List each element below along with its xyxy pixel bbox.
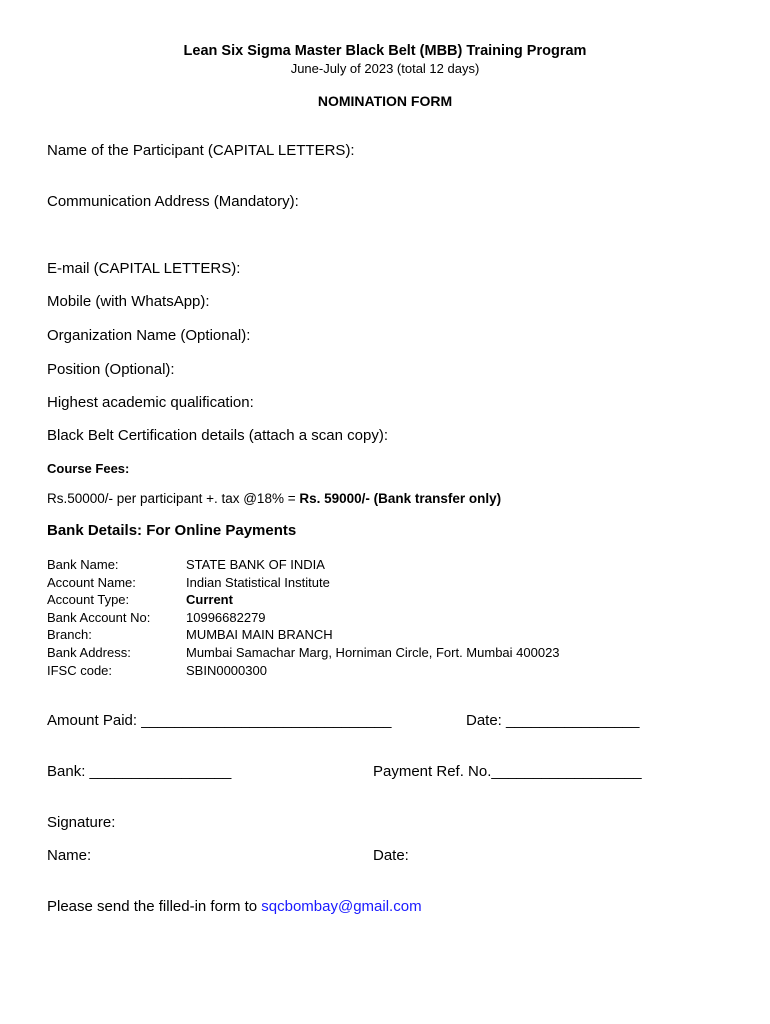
name-label: Name: bbox=[47, 847, 92, 864]
course-fees-heading: Course Fees: bbox=[47, 461, 130, 476]
table-row bbox=[47, 556, 560, 574]
contact-email-link[interactable]: sqcbombay@gmail.com bbox=[261, 898, 422, 915]
certification-label: Black Belt Certification details (attach a scan copy): bbox=[47, 427, 388, 444]
bank-address-value: Mumbai Samachar Marg, Horniman Circle, Fort. Mumbai 400023 bbox=[186, 644, 560, 660]
account-type-value: Current bbox=[186, 592, 233, 608]
form-title: NOMINATION FORM bbox=[317, 93, 453, 109]
signoff-date-label: Date: bbox=[373, 847, 409, 864]
page-title: Lean Six Sigma Master Black Belt (MBB) Training Program bbox=[183, 43, 587, 59]
table-row bbox=[47, 644, 560, 662]
qualification-label: Highest academic qualification: bbox=[47, 394, 254, 411]
bank-name-label: Bank Name: bbox=[47, 557, 119, 572]
organization-label: Organization Name (Optional): bbox=[47, 327, 251, 344]
participant-name-label: Name of the Participant (CAPITAL LETTERS): bbox=[47, 142, 355, 159]
table-row bbox=[47, 591, 560, 609]
bank-name-value: STATE BANK OF INDIA bbox=[186, 557, 325, 572]
address-label: Communication Address (Mandatory): bbox=[47, 193, 299, 210]
course-fees-line bbox=[47, 491, 501, 506]
account-no-label: Bank Account No: bbox=[47, 609, 151, 625]
position-label: Position (Optional): bbox=[47, 361, 175, 378]
table-row bbox=[47, 626, 560, 644]
account-type-label: Account Type: bbox=[47, 592, 130, 608]
course-fees-total: Rs. 59000/- (Bank transfer only) bbox=[299, 491, 502, 506]
branch-value: MUMBAI MAIN BRANCH bbox=[186, 627, 333, 643]
signature-label: Signature: bbox=[47, 814, 116, 831]
bank-field: Bank: _________________ bbox=[47, 763, 232, 780]
account-name-label: Account Name: bbox=[47, 574, 136, 590]
footer-text: Please send the filled-in form to bbox=[47, 898, 262, 915]
payment-date-field: Date: ________________ bbox=[466, 712, 640, 729]
bank-details-table bbox=[47, 556, 560, 679]
footer-line bbox=[47, 898, 422, 915]
bank-details-heading: Bank Details: For Online Payments bbox=[47, 522, 297, 539]
ifsc-value: SBIN0000300 bbox=[186, 662, 267, 678]
payment-ref-field: Payment Ref. No.__________________ bbox=[373, 763, 642, 780]
email-label: E-mail (CAPITAL LETTERS): bbox=[47, 260, 241, 277]
table-row bbox=[47, 662, 560, 680]
account-name-value: Indian Statistical Institute bbox=[186, 574, 330, 590]
bank-address-label: Bank Address: bbox=[47, 644, 131, 660]
course-fees-text: Rs.50000/- per participant +. tax @18% = bbox=[47, 491, 300, 506]
table-row bbox=[47, 574, 560, 592]
page-subtitle: June-July of 2023 (total 12 days) bbox=[290, 61, 480, 76]
table-row bbox=[47, 609, 560, 627]
account-no-value: 10996682279 bbox=[186, 609, 266, 625]
ifsc-label: IFSC code: bbox=[47, 662, 113, 678]
branch-label: Branch: bbox=[47, 627, 92, 643]
amount-paid-field: Amount Paid: ______________________________ bbox=[47, 712, 392, 729]
mobile-label: Mobile (with WhatsApp): bbox=[47, 293, 210, 310]
